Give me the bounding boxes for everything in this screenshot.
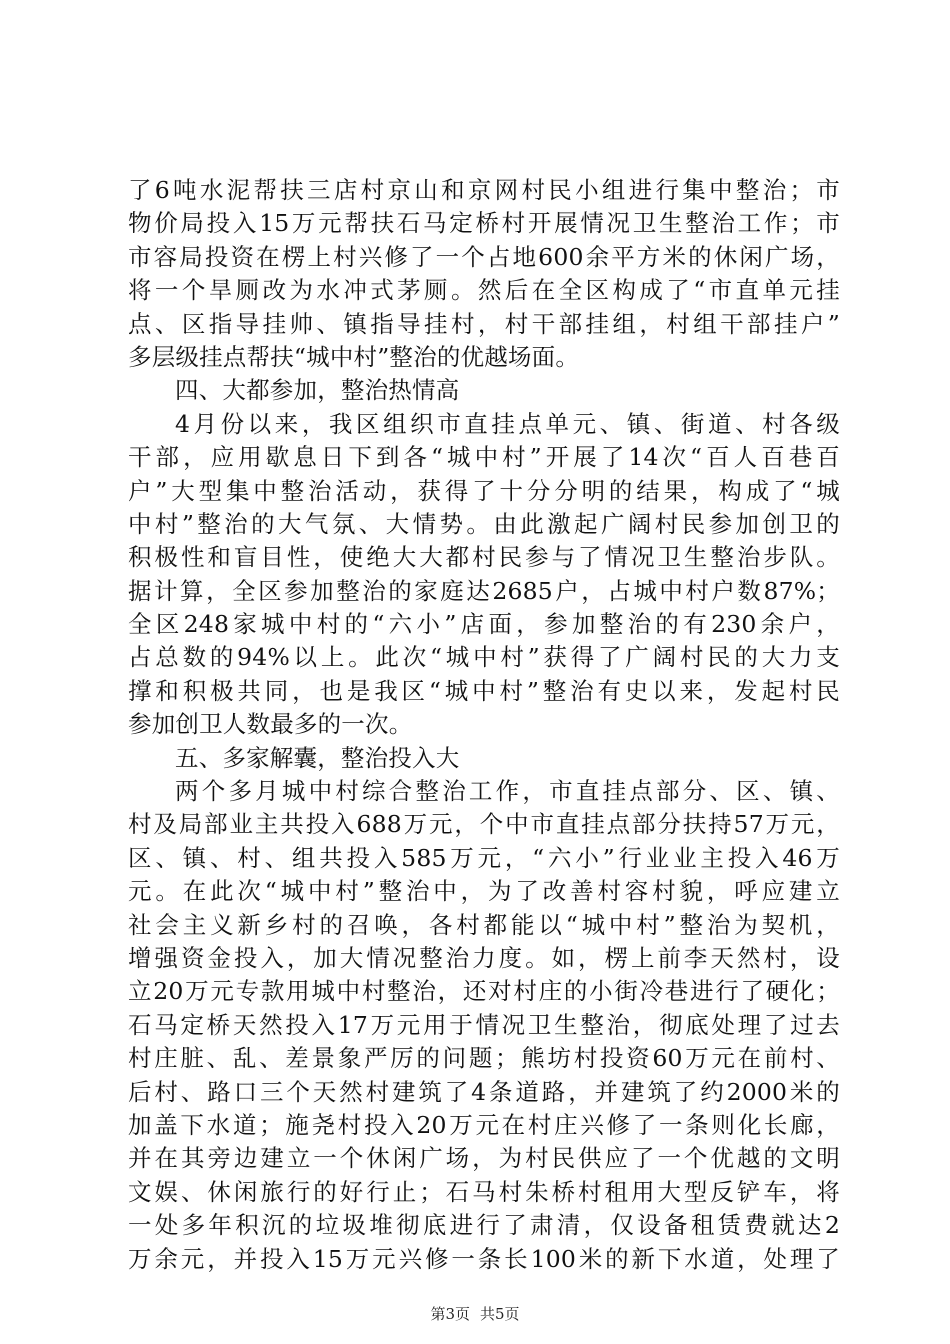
text-line: 中村”整治的大气氛、大情势。由此激起广阔村民参加创卫的 bbox=[128, 509, 840, 538]
text-line: 一处多年积沉的垃圾堆彻底进行了肃清，仅设备租赁费就达2 bbox=[128, 1211, 840, 1240]
text-line: 区、镇、村、组共投入585万元，“六小”行业业主投入46万 bbox=[128, 843, 840, 872]
section-heading: 五、多家解囊，整治投入大 bbox=[175, 743, 460, 772]
text-line: 加盖下水道；施尧村投入20万元在村庄兴修了一条则化长廊， bbox=[128, 1110, 840, 1139]
text-line: 积极性和盲目性，使绝大大都村民参与了情况卫生整治步队。 bbox=[128, 543, 840, 572]
text-line: 立20万元专款用城中村整治，还对村庄的小街冷巷进行了硬化； bbox=[128, 977, 840, 1006]
text-line: 4月份以来，我区组织市直挂点单元、镇、街道、村各级 bbox=[175, 409, 840, 438]
text-line: 增强资金投入，加大情况整治力度。如，楞上前李天然村，设 bbox=[128, 943, 840, 972]
page-footer bbox=[0, 1303, 950, 1324]
text-line: 参加创卫人数最多的一次。 bbox=[128, 710, 413, 739]
section-heading: 四、大都参加，整治热情高 bbox=[175, 376, 460, 405]
text-line: 市容局投资在楞上村兴修了一个占地600余平方米的休闲广场， bbox=[128, 242, 840, 271]
text-line: 点、区指导挂帅、镇指导挂村，村干部挂组，村组干部挂户” bbox=[128, 309, 840, 338]
document-body bbox=[128, 174, 840, 1276]
text-line: 户”大型集中整治活动，获得了十分分明的结果，构成了“城 bbox=[128, 476, 840, 505]
page-total: 共5页 bbox=[480, 1305, 520, 1323]
text-line: 万余元，并投入15万元兴修一条长100米的新下水道，处理了 bbox=[128, 1244, 840, 1273]
text-line: 村及局部业主共投入688万元，个中市直挂点部分扶持57万元， bbox=[128, 810, 840, 839]
text-line: 并在其旁边建立一个休闲广场，为村民供应了一个优越的文明 bbox=[128, 1144, 840, 1173]
text-line: 了6吨水泥帮扶三店村京山和京网村民小组进行集中整治；市 bbox=[128, 176, 840, 204]
text-line: 石马定桥天然投入17万元用于情况卫生整治，彻底处理了过去 bbox=[128, 1010, 840, 1039]
text-line: 物价局投入15万元帮扶石马定桥村开展情况卫生整治工作；市 bbox=[128, 209, 840, 238]
text-line: 全区248家城中村的“六小”店面，参加整治的有230余户， bbox=[128, 610, 840, 639]
text-line: 元。在此次“城中村”整治中，为了改善村容村貌，呼应建立 bbox=[128, 877, 840, 906]
text-line: 将一个旱厕改为水冲式茅厕。然后在全区构成了“市直单元挂 bbox=[128, 276, 840, 305]
text-line: 后村、路口三个天然村建筑了4条道路，并建筑了约2000米的 bbox=[128, 1077, 840, 1106]
text-line: 占总数的94%以上。此次“城中村”获得了广阔村民的大力支 bbox=[128, 643, 840, 672]
text-line: 撑和积极共同，也是我区“城中村”整治有史以来，发起村民 bbox=[128, 676, 840, 705]
text-line: 干部，应用歇息日下到各“城中村”开展了14次“百人百巷百 bbox=[128, 443, 840, 472]
text-line: 据计算，全区参加整治的家庭达2685户，占城中村户数87%； bbox=[128, 576, 840, 605]
text-line: 多层级挂点帮扶“城中村”整治的优越场面。 bbox=[128, 342, 580, 371]
text-line: 村庄脏、乱、差景象严厉的问题；熊坊村投资60万元在前村、 bbox=[128, 1044, 840, 1073]
page-number: 第3页 bbox=[430, 1305, 470, 1323]
text-line: 两个多月城中村综合整治工作，市直挂点部分、区、镇、 bbox=[175, 777, 840, 806]
text-line: 文娱、休闲旅行的好行止；石马村朱桥村租用大型反铲车，将 bbox=[128, 1177, 840, 1206]
text-line: 社会主义新乡村的召唤，各村都能以“城中村”整治为契机， bbox=[128, 910, 840, 939]
